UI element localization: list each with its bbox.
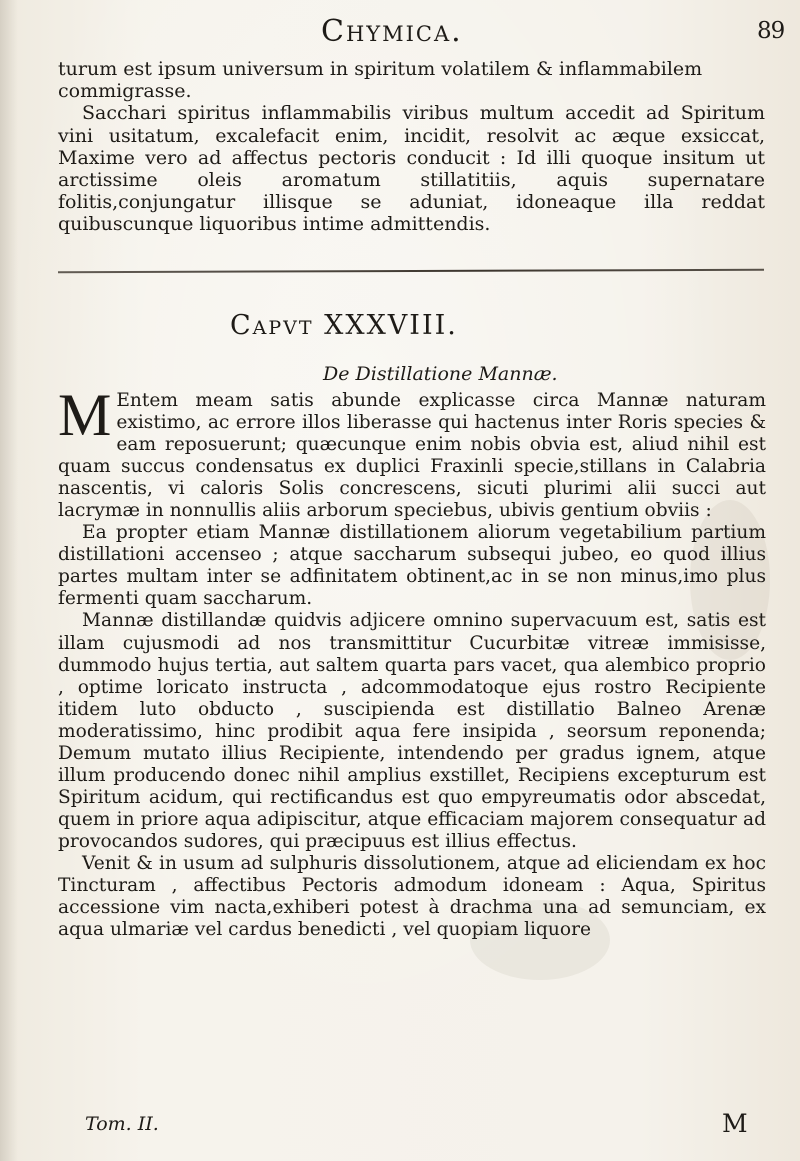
chapter-title: Capvt XXXVIII. — [230, 310, 458, 341]
signature-mark: M — [722, 1109, 748, 1138]
chapter-subtitle: De Distillatione Mannæ. — [323, 363, 558, 385]
footer-volume-label: Tom. II. — [85, 1113, 159, 1135]
main-text-block — [58, 382, 766, 941]
page-number: 89 — [757, 18, 785, 44]
section-divider-rule — [58, 269, 764, 273]
paragraph-distillation-method: Mannæ distillandæ quidvis adjicere omnino supervacuum est, satis est illam cujusmodi ad nos transmittitur Cucurbitæ vitreæ immisisse, dummodo hujus tertia, aut saltem quarta pars vacet, qua alembico proprio , optime loricato instructa , adcommodatoque ejus rostro Recipiente itidem luto obducto , suscipienda est distillatio Balneo Arenæ moderatissimo, hinc prodibit aqua fere insipida , seorsum reponenda; Demum mutato illius Recipiente, intendendo per gradus ignem, atque illum producendo donec nihil amplius exstillet, Recipiens excepturum est Spiritum acidum, qui rectificandus est quo empyreumatis odor abscedat, quem in priore aqua adipiscitur, atque efficaciam majorem consequatur ad provocandos sudores, qui præcipuus est illius effectus. — [58, 610, 766, 852]
opening-paragraph — [58, 382, 766, 522]
page-edge-shadow — [0, 0, 18, 1161]
paragraph-usage: Venit & in usum ad sulphuris dissolutionem, atque ad eliciendam ex hoc Tincturam , affectibus Pectoris admodum idoneam : Aqua, Spiritus accessione vim nacta,exhiberi potest à drachma una ad semunciam, ex aqua ulmariæ vel cardus benedicti , vel quopiam liquore — [58, 852, 766, 941]
top-line-2: commigrasse. — [58, 80, 192, 103]
running-head: Chymica. — [321, 14, 463, 49]
paragraph-ea-propter: Ea propter etiam Mannæ distillationem aliorum vegetabilium partium distillationi accenseo ; atque saccharum subsequi jubeo, eo quod illius partes multam inter se adfinitatem obtinent,ac in se non minus,imo plus fermenti quam saccharum. — [58, 522, 766, 610]
top-line-1: turum est ipsum universum in spiritum volatilem & inflammabilem — [58, 58, 703, 80]
opening-paragraph-text: Entem meam satis abunde explicasse circa Mannæ naturam existimo, ac errore illos liberasse qui hactenus inter Roris species & eam reposuerunt; quæcunque enim nobis obvia est, aliud nihil est quam succus condensatus ex duplici Fraxinli specie,stillans in Calabria nascentis, vi caloris Solis concrescens, sicuti plurimi alii succi aut lacrymæ in nonnullis aliis arborum speciebus, ubivis gentium obviis : — [58, 390, 766, 522]
top-text-block — [58, 58, 765, 236]
drop-cap: M — [58, 382, 112, 448]
top-paragraph: Sacchari spiritus inflammabilis viribus multum accedit ad Spiritum vini usitatum, excalefacit enim, incidit, resolvit ac æque exsiccat, Maxime vero ad affectus pectoris conducit : Id illi quoque insitum ut arctissime oleis aromatum stillatitiis, aquis supernatare folitis,conjungatur illisque se aduniat, idoneaque illa reddat quibuscunque liquoribus intime admittendis. — [58, 102, 765, 236]
